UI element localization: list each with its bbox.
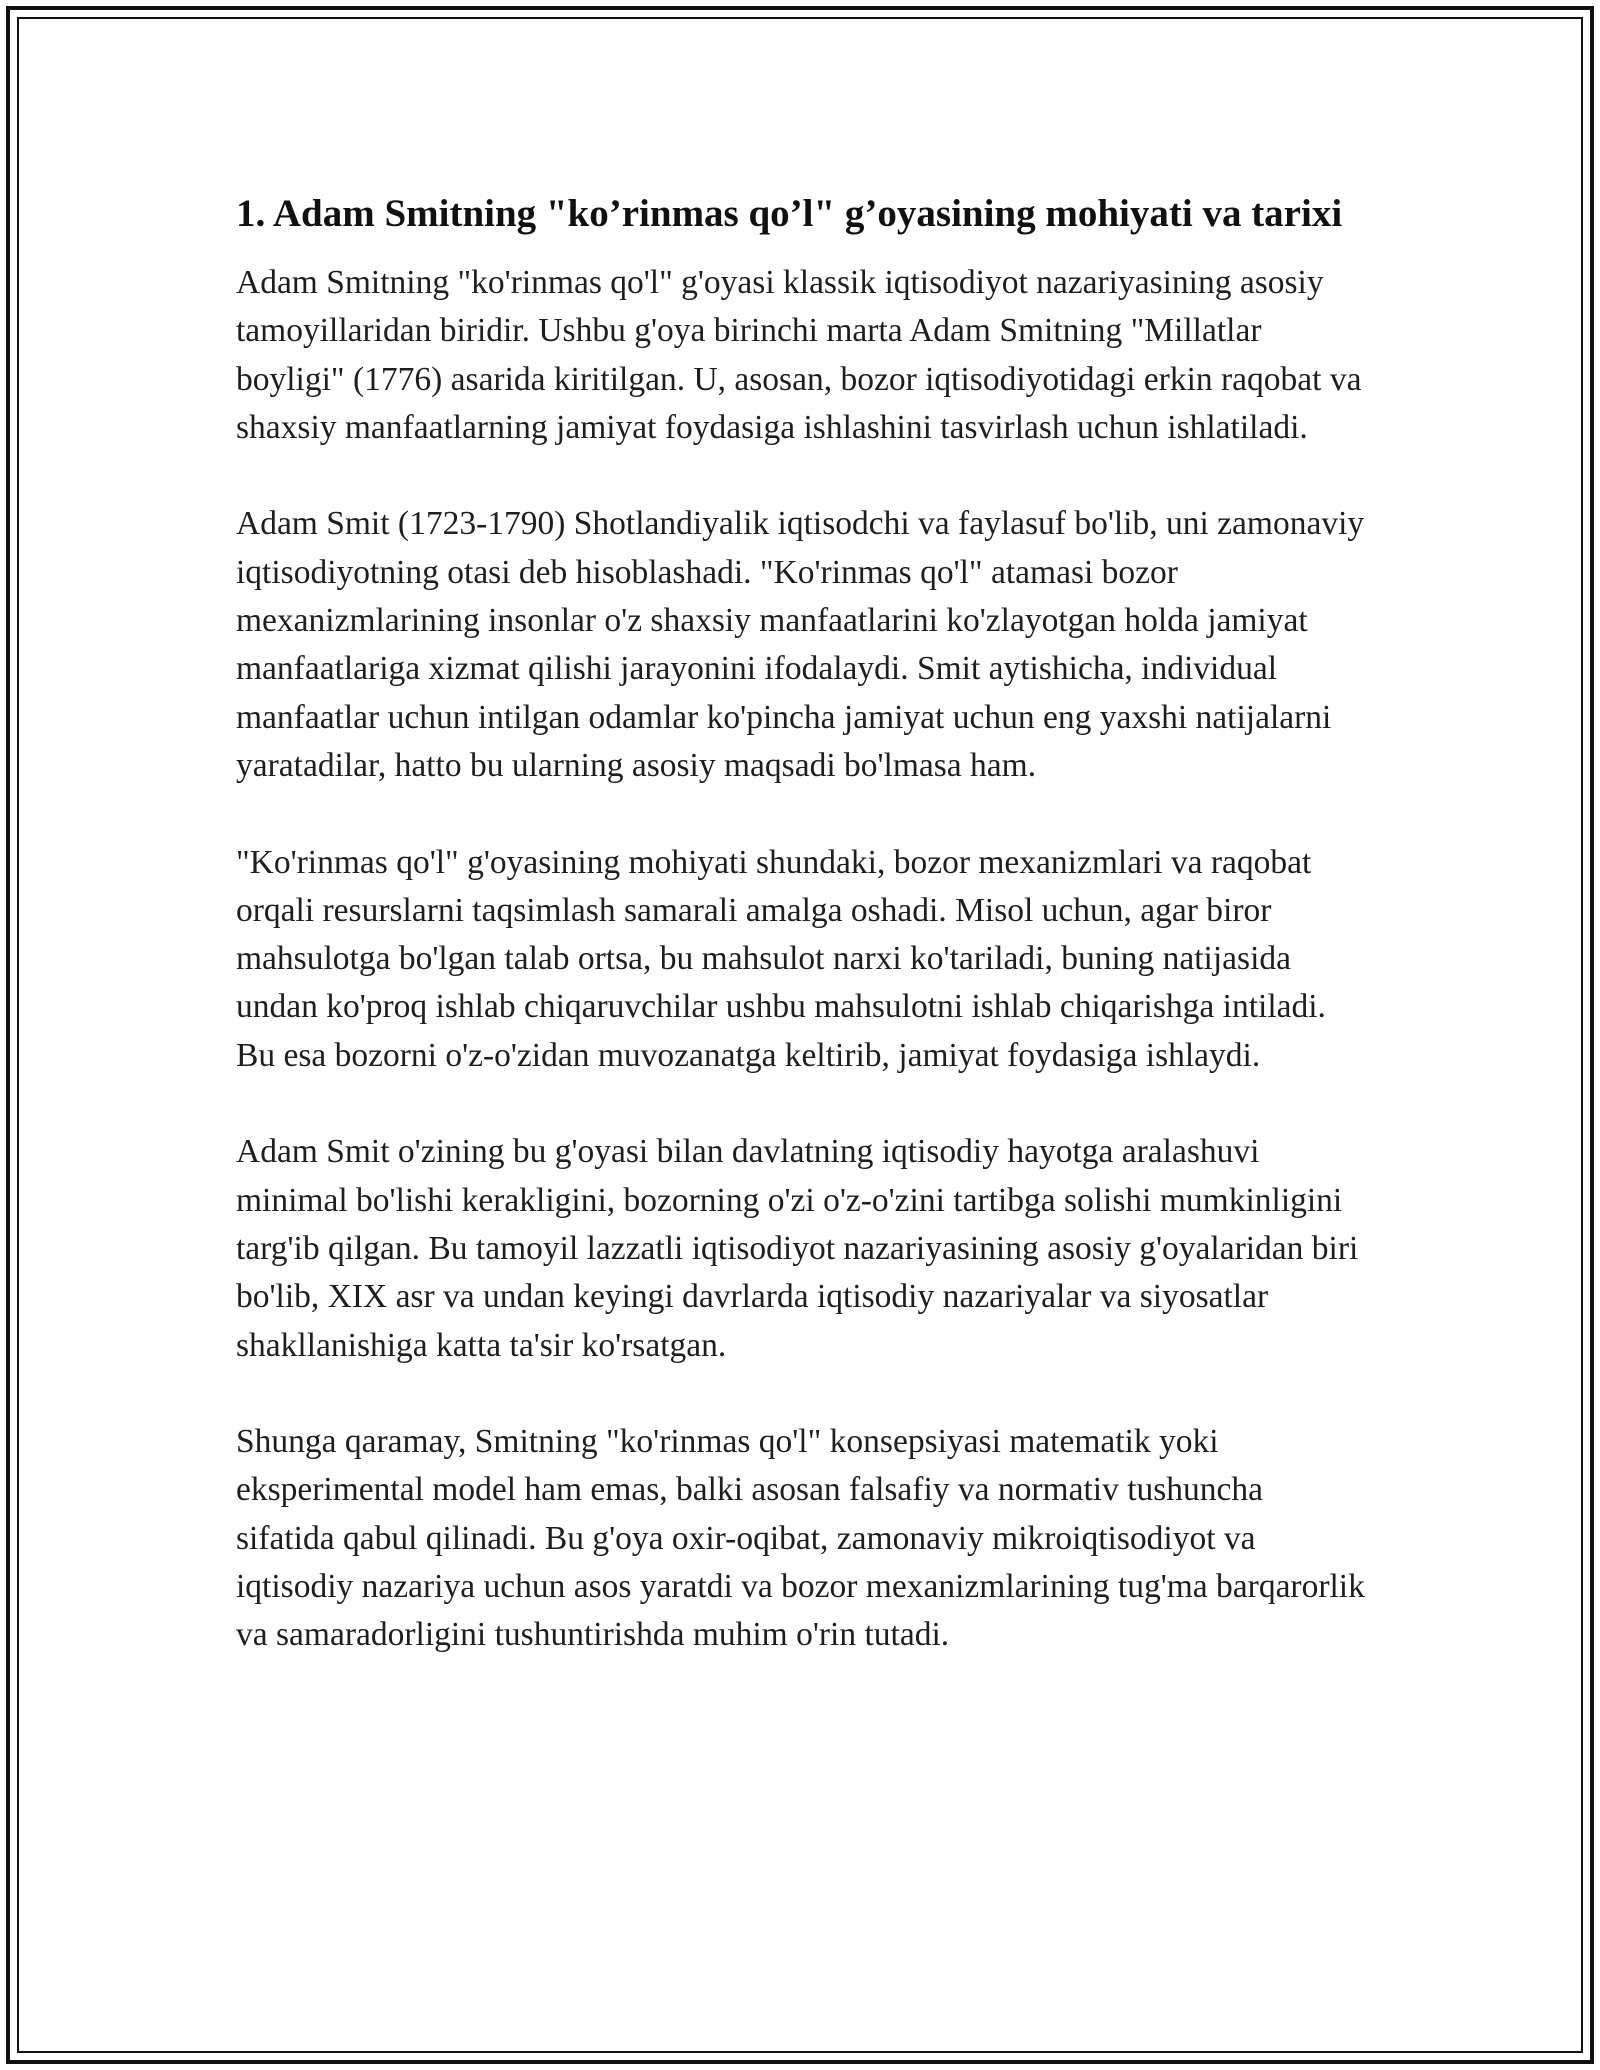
section-heading: 1. Adam Smitning "ko’rinmas qo’l" g’oyasining mohiyati va tarixi (236, 192, 1343, 235)
paragraph-4: Adam Smit o'zining bu g'oyasi bilan davlatning iqtisodiy hayotga aralashuvi minimal bo'lishi kerakligini, bozorning o'zi o'z-o'zini tartibga solishi mumkinligini targ'ib qilgan. Bu tamoyil lazzatli iqtisodiyot nazariyasining asosiy g'oyalaridan biri bo'lib, XIX asr va undan keyingi davrlarda iqtisodiy nazariyalar va siyosatlar shakllanishiga katta ta'sir ko'rsatgan. (236, 1133, 1359, 1364)
paragraph-5: Shunga qaramay, Smitning "ko'rinmas qo'l" konsepsiyasi matematik yoki eksperimental model ham emas, balki asosan falsafiy va normativ tushuncha sifatida qabul qilinadi. Bu g'oya oxir-oqibat, zamonaviy mikroiqtisodiyot va iqtisodiy nazariya uchun asos yaratdi va bozor mexanizmlarining tug'ma barqarorlik va samaradorligini tushuntirishda muhim o'rin tutadi. (236, 1423, 1365, 1654)
paragraph-3: "Ko'rinmas qo'l" g'oyasining mohiyati shundaki, bozor mexanizmlari va raqobat orqali resurslarni taqsimlash samarali amalga oshadi. Misol uchun, agar biror mahsulotga bo'lgan talab ortsa, bu mahsulot narxi ko'tariladi, buning natijasida undan ko'proq ishlab chiqaruvchilar ushbu mahsulotni ishlab chiqarishga intiladi. Bu esa bozorni o'z-o'zidan muvozanatga keltirib, jamiyat foydasiga ishlaydi. (236, 843, 1326, 1074)
document-body (236, 186, 1366, 1708)
paragraph-2: Adam Smit (1723-1790) Shotlandiyalik iqtisodchi va faylasuf bo'lib, uni zamonaviy iqtisodiyotning otasi deb hisoblashadi. "Ko'rinmas qo'l" atamasi bozor mexanizmlarining insonlar o'z shaxsiy manfaatlarini ko'zlayotgan holda jamiyat manfaatlariga xizmat qilishi jarayonini ifodalaydi. Smit aytishicha, individual manfaatlar uchun intilgan odamlar ko'pincha jamiyat uchun eng yaxshi natijalarni yaratadilar, hatto bu ularning asosiy maqsadi bo'lmasa ham. (236, 505, 1365, 784)
paragraph-1: Adam Smitning "ko'rinmas qo'l" g'oyasi klassik iqtisodiyot nazariyasining asosiy tamoyillaridan biridir. Ushbu g'oya birinchi marta Adam Smitning "Millatlar boyligi" (1776) asarida kiritilgan. U, asosan, bozor iqtisodiyotidagi erkin raqobat va shaxsiy manfaatlarning jamiyat foydasiga ishlashini tasvirlash uchun ishlatiladi. (236, 264, 1362, 446)
